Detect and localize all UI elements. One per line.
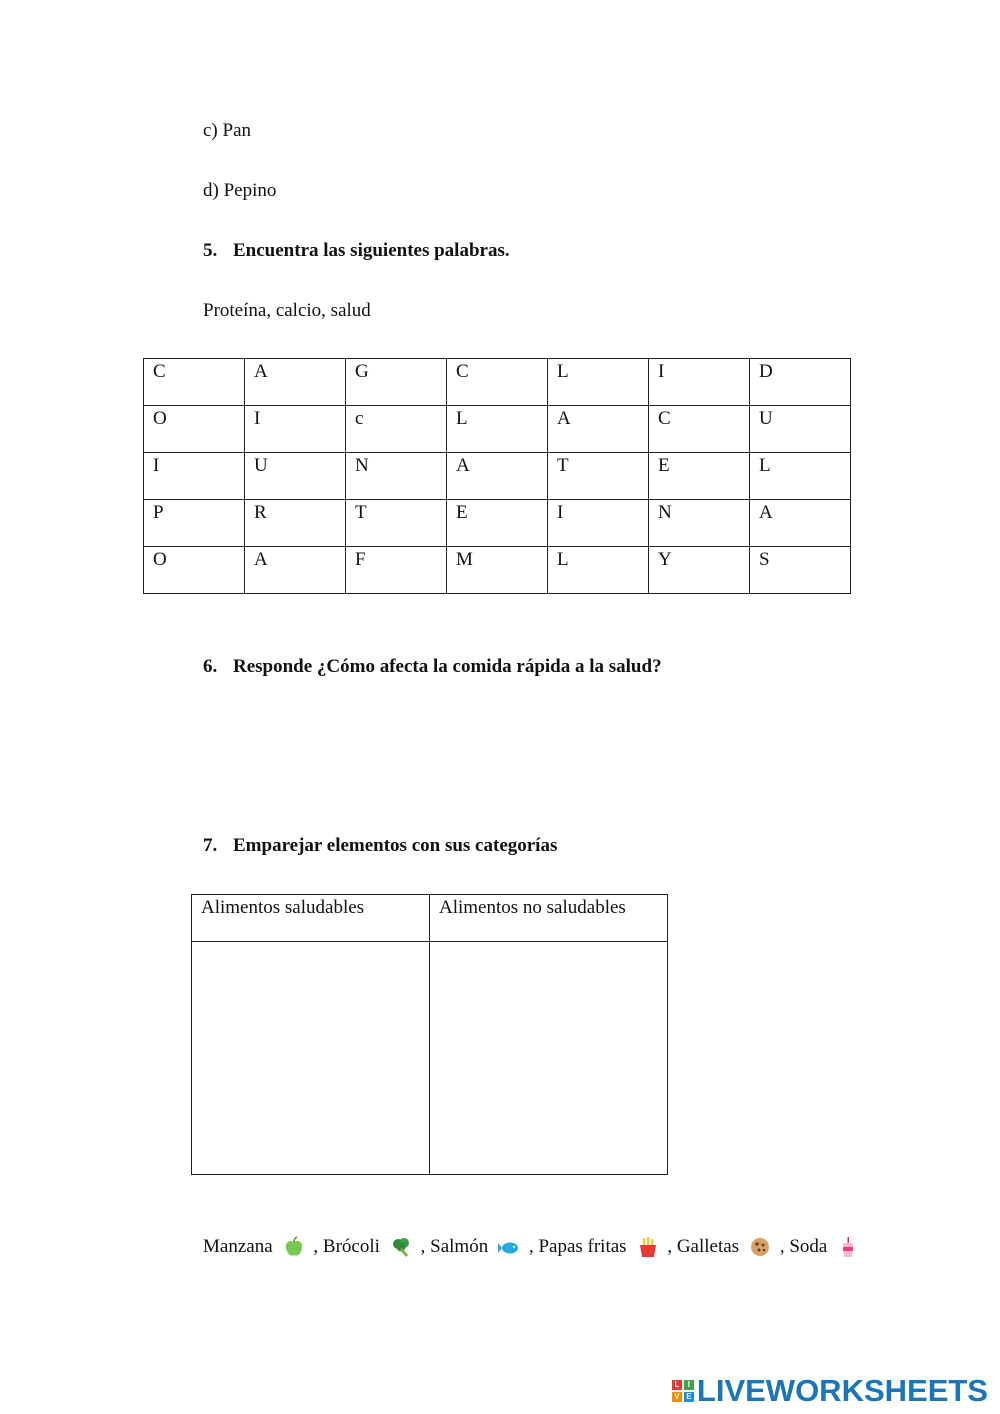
grid-cell[interactable]: I (649, 359, 750, 406)
grid-cell[interactable]: N (649, 500, 750, 547)
broccoli-icon (390, 1236, 412, 1258)
logo-letter: E (684, 1392, 694, 1402)
question-6-number: 6. (203, 656, 218, 677)
grid-cell[interactable]: A (245, 359, 346, 406)
grid-cell[interactable]: F (346, 547, 447, 594)
word-search-grid (143, 358, 851, 594)
grid-cell[interactable]: O (144, 547, 245, 594)
word-list: Proteína, calcio, salud (203, 300, 371, 321)
grid-row (144, 547, 851, 594)
item-brocoli-label: , Brócoli (313, 1236, 380, 1257)
grid-cell[interactable]: L (548, 547, 649, 594)
grid-cell[interactable]: U (750, 406, 851, 453)
question-5-number: 5. (203, 240, 218, 261)
logo-letter: V (672, 1392, 682, 1402)
question-6-heading (203, 656, 662, 678)
grid-cell[interactable]: C (447, 359, 548, 406)
question-5-heading (203, 240, 510, 262)
item-galletas[interactable] (667, 1236, 775, 1258)
grid-cell[interactable]: L (750, 453, 851, 500)
cookie-icon (749, 1236, 771, 1258)
grid-row (144, 500, 851, 547)
option-d: d) Pepino (203, 180, 277, 201)
item-salmon-label: , Salmón (420, 1236, 489, 1257)
drop-zone-unhealthy[interactable] (430, 942, 668, 1175)
question-5-title: Encuentra las siguientes palabras. (233, 240, 510, 261)
grid-cell[interactable]: S (750, 547, 851, 594)
item-manzana-label: Manzana (203, 1236, 273, 1257)
item-salmon[interactable] (421, 1236, 525, 1258)
grid-cell[interactable]: P (144, 500, 245, 547)
grid-cell[interactable]: E (447, 500, 548, 547)
grid-row (144, 406, 851, 453)
apple-icon (283, 1236, 305, 1258)
question-6-title: Responde ¿Cómo afecta la comida rápida a la salud? (233, 656, 662, 677)
grid-cell[interactable]: T (346, 500, 447, 547)
grid-cell[interactable]: T (548, 453, 649, 500)
grid-cell[interactable]: L (548, 359, 649, 406)
grid-cell[interactable]: O (144, 406, 245, 453)
item-manzana[interactable] (203, 1236, 309, 1258)
fish-icon (498, 1236, 520, 1258)
food-items-list (203, 1236, 863, 1258)
grid-cell[interactable]: U (245, 453, 346, 500)
category-table (191, 894, 668, 1175)
grid-cell[interactable]: G (346, 359, 447, 406)
item-brocoli[interactable] (313, 1236, 416, 1258)
grid-cell[interactable]: A (548, 406, 649, 453)
category-header-healthy: Alimentos saludables (192, 895, 430, 942)
liveworksheets-logo (672, 1373, 988, 1409)
question-7-title: Emparejar elementos con sus categorías (233, 835, 558, 856)
grid-cell[interactable]: D (750, 359, 851, 406)
grid-cell[interactable]: A (447, 453, 548, 500)
grid-cell[interactable]: A (245, 547, 346, 594)
drop-zone-healthy[interactable] (192, 942, 430, 1175)
item-galletas-label: , Galletas (667, 1236, 740, 1257)
item-soda[interactable] (780, 1236, 864, 1258)
liveworksheets-logo-icon (672, 1380, 694, 1402)
liveworksheets-brand: LIVEWORKSHEETS (696, 1373, 988, 1408)
grid-row (144, 359, 851, 406)
grid-cell[interactable]: E (649, 453, 750, 500)
option-c: c) Pan (203, 120, 252, 141)
grid-row (144, 453, 851, 500)
item-papas-fritas[interactable] (529, 1236, 663, 1258)
grid-cell[interactable]: I (245, 406, 346, 453)
grid-cell[interactable]: C (144, 359, 245, 406)
grid-cell[interactable]: M (447, 547, 548, 594)
grid-cell[interactable]: C (649, 406, 750, 453)
grid-cell[interactable]: A (750, 500, 851, 547)
soda-cup-icon (837, 1236, 859, 1258)
question-7-number: 7. (203, 835, 218, 856)
grid-cell[interactable]: I (144, 453, 245, 500)
category-header-unhealthy: Alimentos no saludables (430, 895, 668, 942)
logo-letter: I (684, 1380, 694, 1390)
question-7-heading (203, 835, 557, 857)
grid-cell[interactable]: Y (649, 547, 750, 594)
grid-cell[interactable]: I (548, 500, 649, 547)
item-papas-fritas-label: , Papas fritas (528, 1236, 627, 1257)
grid-cell[interactable]: c (346, 406, 447, 453)
grid-cell[interactable]: N (346, 453, 447, 500)
grid-cell[interactable]: R (245, 500, 346, 547)
item-soda-label: , Soda (779, 1236, 828, 1257)
grid-cell[interactable]: L (447, 406, 548, 453)
fries-icon (637, 1236, 659, 1258)
logo-letter: L (672, 1380, 682, 1390)
